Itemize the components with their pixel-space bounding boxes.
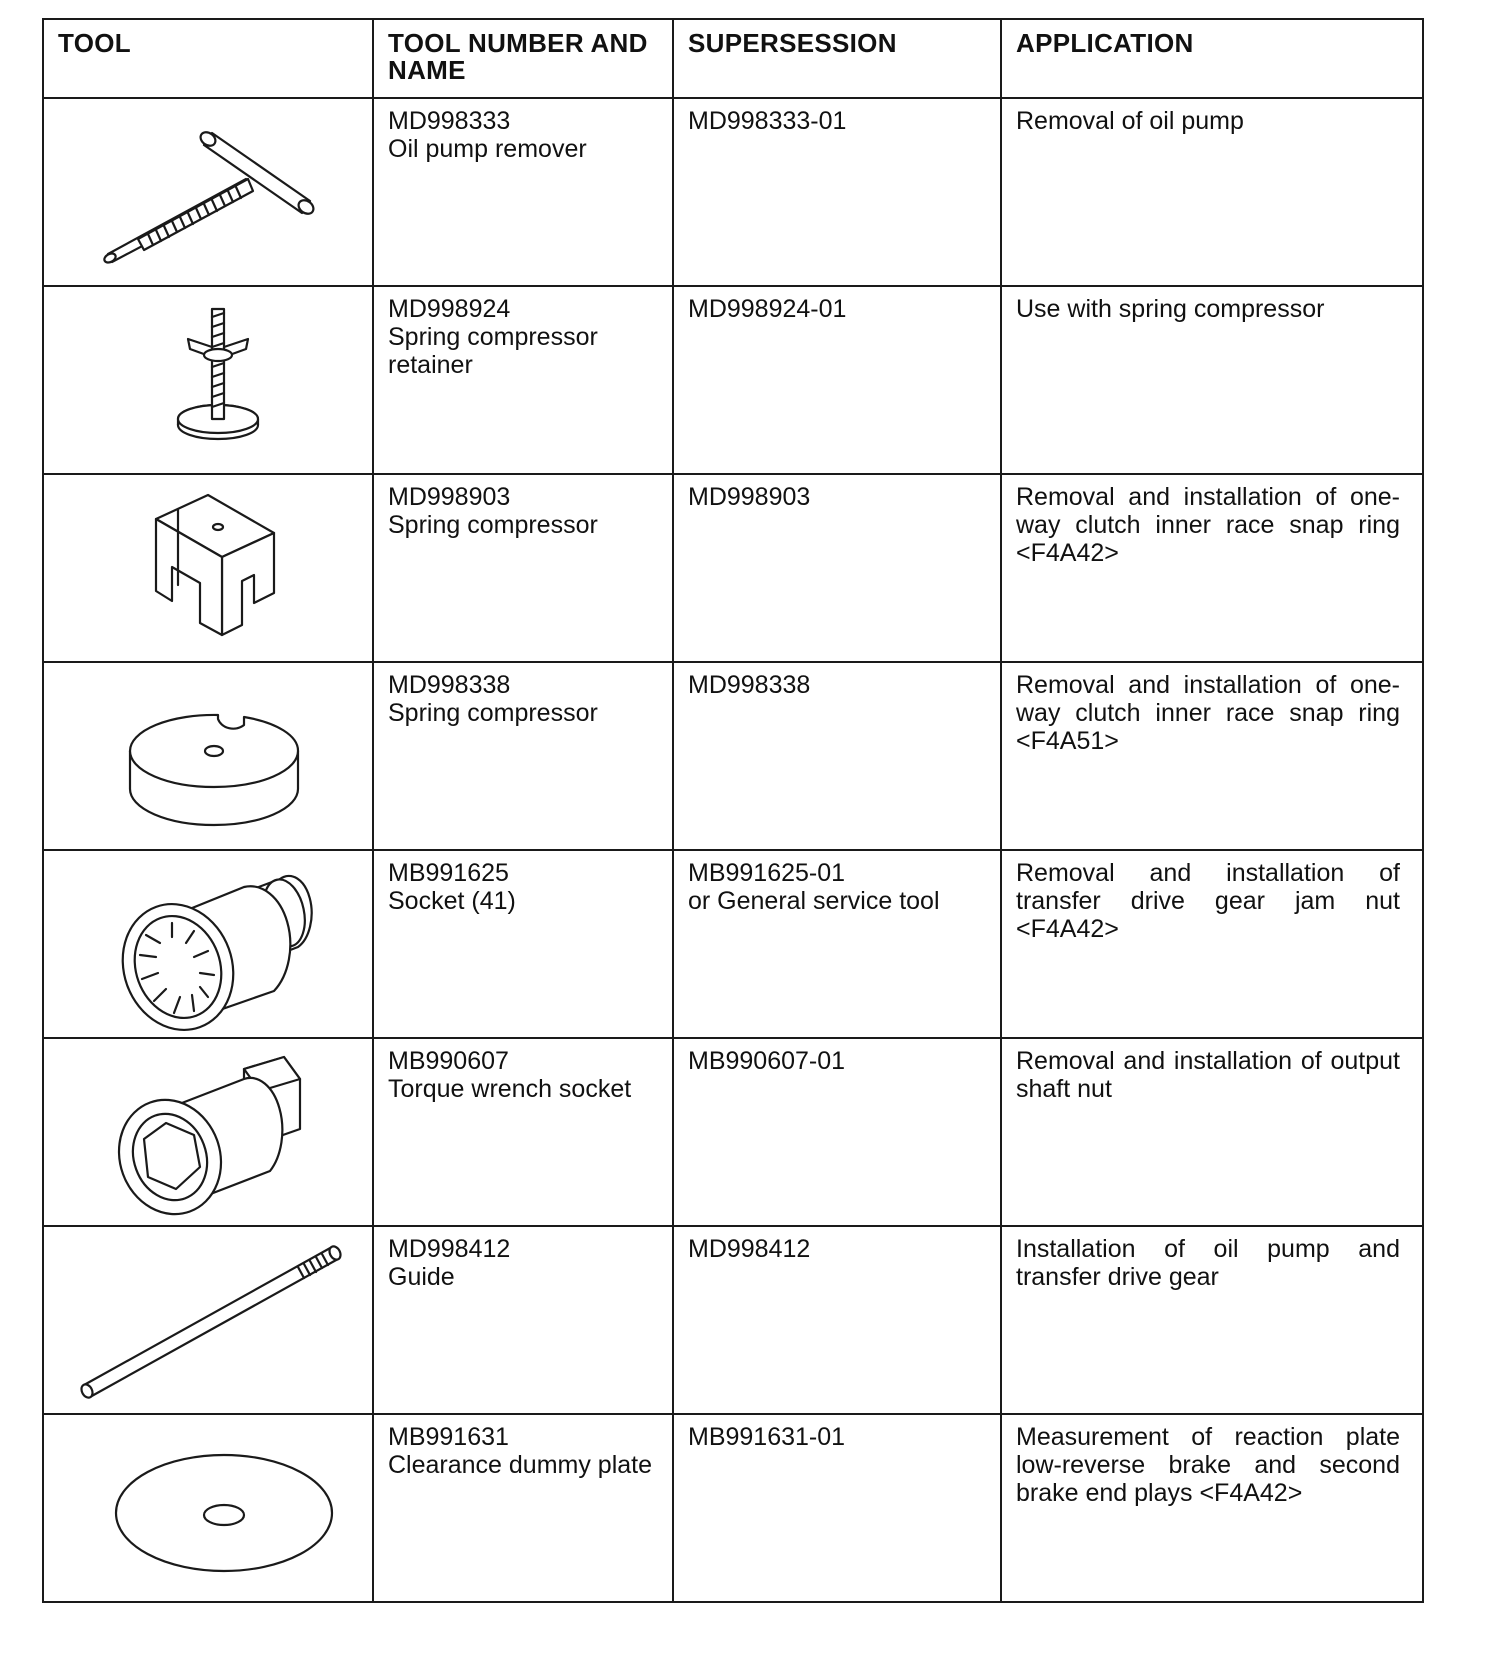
special-tools-table [42, 18, 1424, 1603]
tool-name: Spring compressor [388, 699, 598, 727]
supersession-number: MD998924-01 [688, 295, 847, 323]
table-row [43, 850, 1423, 1038]
table-row [43, 1414, 1423, 1602]
tool-name: Guide [388, 1263, 455, 1291]
tool-name: Spring compressor retainer [388, 323, 598, 379]
tool-image-cell [43, 1038, 373, 1226]
header-tool: TOOL [43, 19, 373, 98]
application-cell [1001, 98, 1423, 286]
header-supersession: SUPERSESSION [673, 19, 1001, 98]
round-spring-compressor-icon [48, 663, 368, 847]
supersession-cell [673, 1414, 1001, 1602]
tool-name: Oil pump remover [388, 135, 587, 163]
table-header-row [43, 19, 1423, 98]
supersession-note: or General service tool [688, 887, 940, 915]
tool-number-name-cell [373, 1414, 673, 1602]
tool-image-cell [43, 662, 373, 850]
supersession-number: MD998412 [688, 1235, 811, 1263]
table-row [43, 662, 1423, 850]
application-text: Installation of oil pump and transfer drive gear [1016, 1235, 1400, 1291]
tool-number: MD998338 [388, 671, 511, 699]
tool-number-name-cell [373, 98, 673, 286]
application-cell [1001, 850, 1423, 1038]
tool-number: MB990607 [388, 1047, 509, 1075]
table-row [43, 98, 1423, 286]
tool-number-name-cell [373, 850, 673, 1038]
tool-image-cell [43, 98, 373, 286]
supersession-number: MB990607-01 [688, 1047, 846, 1075]
spring-compressor-retainer-icon [48, 287, 368, 471]
supersession-number: MD998903 [688, 483, 811, 511]
tool-number: MD998924 [388, 295, 511, 323]
tool-image-cell [43, 850, 373, 1038]
supersession-cell [673, 662, 1001, 850]
tool-number-name-cell [373, 1226, 673, 1414]
tool-name: Clearance dummy plate [388, 1451, 653, 1479]
tool-number: MB991631 [388, 1423, 509, 1451]
application-text: Use with spring compressor [1016, 295, 1325, 323]
clearance-dummy-plate-icon [48, 1415, 368, 1599]
tool-number: MD998903 [388, 483, 511, 511]
tool-number-name-cell [373, 286, 673, 474]
header-tool-number-and-name: TOOL NUMBER AND NAME [373, 19, 673, 98]
application-text: Removal and installation of transfer drive gear jam nut <F4A42> [1016, 859, 1400, 943]
supersession-number: MD998333-01 [688, 107, 847, 135]
supersession-number: MB991631-01 [688, 1423, 846, 1451]
supersession-cell [673, 1226, 1001, 1414]
tool-image-cell [43, 474, 373, 662]
supersession-number: MB991625-01 [688, 859, 846, 887]
tool-image-cell [43, 1414, 373, 1602]
table-row [43, 1038, 1423, 1226]
guide-rod-icon [48, 1227, 368, 1411]
tool-name: Spring compressor [388, 511, 598, 539]
application-cell [1001, 1226, 1423, 1414]
supersession-cell [673, 1038, 1001, 1226]
application-text: Removal and installation of one-way clutch inner race snap ring <F4A42> [1016, 483, 1400, 567]
tool-number: MB991625 [388, 859, 509, 887]
tool-number-name-cell [373, 474, 673, 662]
u-shaped-spring-compressor-icon [48, 475, 368, 659]
supersession-cell [673, 850, 1001, 1038]
application-text: Measurement of reaction plate low-reverse brake and second brake end plays <F4A42> [1016, 1423, 1400, 1507]
application-text: Removal and installation of output shaft nut [1016, 1047, 1400, 1103]
tool-number: MD998412 [388, 1235, 511, 1263]
application-text: Removal of oil pump [1016, 107, 1244, 135]
application-cell [1001, 1414, 1423, 1602]
tool-image-cell [43, 286, 373, 474]
torque-wrench-socket-icon [48, 1039, 368, 1223]
table-row [43, 474, 1423, 662]
header-application: APPLICATION [1001, 19, 1423, 98]
supersession-cell [673, 286, 1001, 474]
tool-number-name-cell [373, 662, 673, 850]
t-handle-oil-pump-remover-icon [48, 99, 368, 283]
tool-number-name-cell [373, 1038, 673, 1226]
tool-name: Torque wrench socket [388, 1075, 632, 1103]
supersession-cell [673, 98, 1001, 286]
application-text: Removal and installation of one-way clutch inner race snap ring <F4A51> [1016, 671, 1400, 755]
twelve-point-socket-icon [48, 851, 368, 1035]
supersession-cell [673, 474, 1001, 662]
tool-image-cell [43, 1226, 373, 1414]
table-row [43, 286, 1423, 474]
application-cell [1001, 662, 1423, 850]
supersession-number: MD998338 [688, 671, 811, 699]
tool-number: MD998333 [388, 107, 511, 135]
application-cell [1001, 286, 1423, 474]
table-row [43, 1226, 1423, 1414]
tool-name: Socket (41) [388, 887, 516, 915]
application-cell [1001, 1038, 1423, 1226]
application-cell [1001, 474, 1423, 662]
